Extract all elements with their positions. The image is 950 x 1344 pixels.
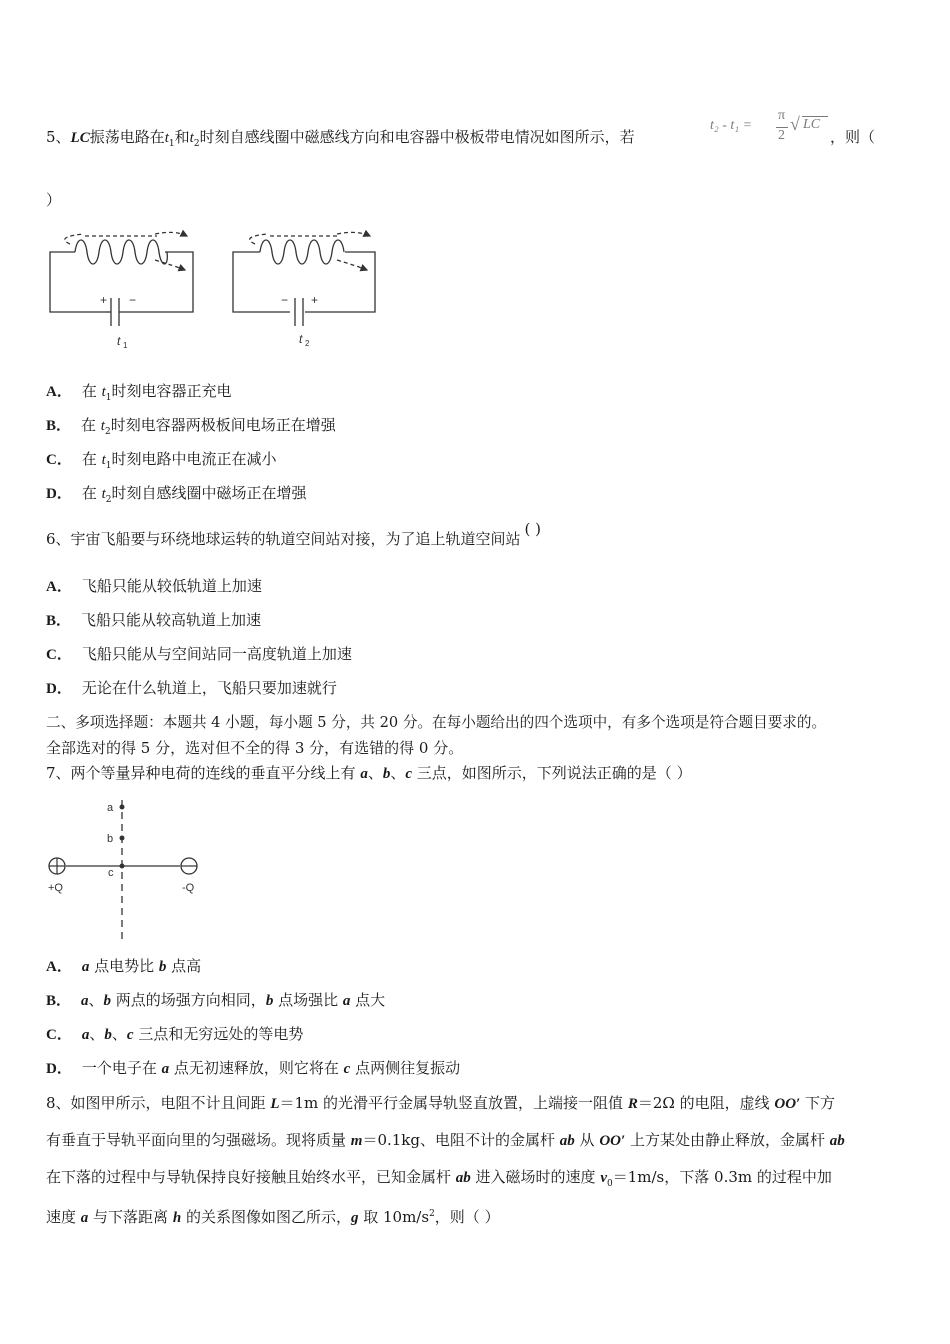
q5-option-c[interactable]: C． 在 $t_1$时刻电路中电流正在减小 <box>46 450 277 471</box>
point-a <box>120 805 125 810</box>
q5-option-b[interactable]: B． 在 $t_2$时刻电容器两极板间电场正在增强 <box>46 416 336 437</box>
point-c <box>120 864 125 869</box>
label-b: b <box>107 833 114 845</box>
lc-circuit-figure <box>45 222 405 352</box>
q8-line-4: 速度 a 与下落距离 h 的关系图像如图乙所示，g 取 $10m/s^2$，则（ ） <box>46 1208 500 1226</box>
t1-minus: − <box>129 293 137 307</box>
t1-caption-sub: 1 <box>123 341 128 350</box>
t1-caption: t <box>117 334 121 348</box>
q7-option-b[interactable]: B． a、b 两点的场强方向相同，b 点场强比 a 点大 <box>46 991 386 1009</box>
t2-caption-sub: 2 <box>305 339 310 348</box>
q6-option-c[interactable]: C． 飞船只能从与空间站同一高度轨道上加速 <box>46 645 352 663</box>
label-a: a <box>107 802 114 814</box>
t1-plus: + <box>100 293 108 307</box>
circuit-t1 <box>50 232 193 326</box>
q5-formula-lhs: t₂ - t₁ = <box>710 118 753 133</box>
t2-minus: − <box>281 293 289 307</box>
q8-line-1: 8、如图甲所示，电阻不计且间距 L＝1m 的光滑平行金属导轨竖直放置，上端接一阻值 R＝2Ω 的电阻，虚线 OO′ 下方 <box>46 1094 836 1112</box>
q6-option-d[interactable]: D． 无论在什么轨道上，飞船只要加速就行 <box>46 679 337 697</box>
q5-stem-end: ，则（ <box>830 128 876 146</box>
q7-option-a[interactable]: A． a 点电势比 b 点高 <box>46 957 202 975</box>
circuit-t2 <box>233 232 375 326</box>
q5-formula-den: 2 <box>778 128 785 143</box>
section2-heading: 二、多项选择题：本题共 4 小题，每小题 5 分，共 20 分。在每小题给出的四个选项中，有多个选项是符合题目要求的。 <box>46 714 827 731</box>
q5-lc: LC <box>70 130 90 146</box>
q5-formula-sqrt: √ <box>790 114 800 134</box>
q6-option-b[interactable]: B． 飞船只能从较高轨道上加速 <box>46 611 262 629</box>
q8-line-3: 在下落的过程中与导轨保持良好接触且始终水平，已知金属杆 ab 进入磁场时的速度 $v_0=1m/s$，下落 0.3m 的过程中加 <box>46 1168 832 1189</box>
q5-formula-rad: LC <box>803 117 821 132</box>
q5-number: 5、 <box>46 128 71 146</box>
t2-plus: + <box>311 293 319 307</box>
q5-close-paren: ） <box>46 191 62 209</box>
coil-t2 <box>260 240 344 264</box>
q7-option-d[interactable]: D． 一个电子在 a 点无初速释放，则它将在 c 点两侧往复振动 <box>46 1059 461 1077</box>
label-minus-q: -Q <box>182 882 195 894</box>
charges-figure <box>44 795 204 945</box>
q5-option-a[interactable]: A． 在 $t_1$时刻电容器正充电 <box>46 382 232 403</box>
q6-answer-paren: ( ) <box>524 520 542 538</box>
q6-stem: 6、宇宙飞船要与环绕地球运转的轨道空间站对接，为了追上轨道空间站( ) <box>46 520 542 548</box>
q5-formula <box>708 108 828 150</box>
q5-formula-num: π <box>778 108 786 123</box>
section2-rule: 全部选对的得 5 分，选对但不全的得 3 分，有选错的得 0 分。 <box>46 739 464 757</box>
point-b <box>120 836 125 841</box>
q5-stem: 5、LC振荡电路在$t_1$和$t_2$时刻自感线圈中磁感线方向和电容器中极板带电情况如图所示，若 <box>46 128 635 149</box>
label-plus-q: +Q <box>48 882 63 894</box>
t2-caption: t <box>299 332 303 346</box>
label-c: c <box>108 867 114 879</box>
q5-option-d[interactable]: D． 在 $t_2$时刻自感线圈中磁场正在增强 <box>46 484 307 505</box>
q6-option-a[interactable]: A． 飞船只能从较低轨道上加速 <box>46 577 262 595</box>
coil-t1 <box>75 240 167 264</box>
q7-option-c[interactable]: C． a、b、c 三点和无穷远处的等电势 <box>46 1025 304 1043</box>
q8-line-2: 有垂直于导轨平面向里的匀强磁场。现将质量 m＝0.1kg、电阻不计的金属杆 ab 从 OO′ 上方某处由静止释放，金属杆 ab <box>46 1131 845 1149</box>
q7-stem: 7、两个等量异种电荷的连线的垂直平分线上有 a、b、c 三点，如图所示，下列说法正确的是（ ） <box>46 764 692 782</box>
